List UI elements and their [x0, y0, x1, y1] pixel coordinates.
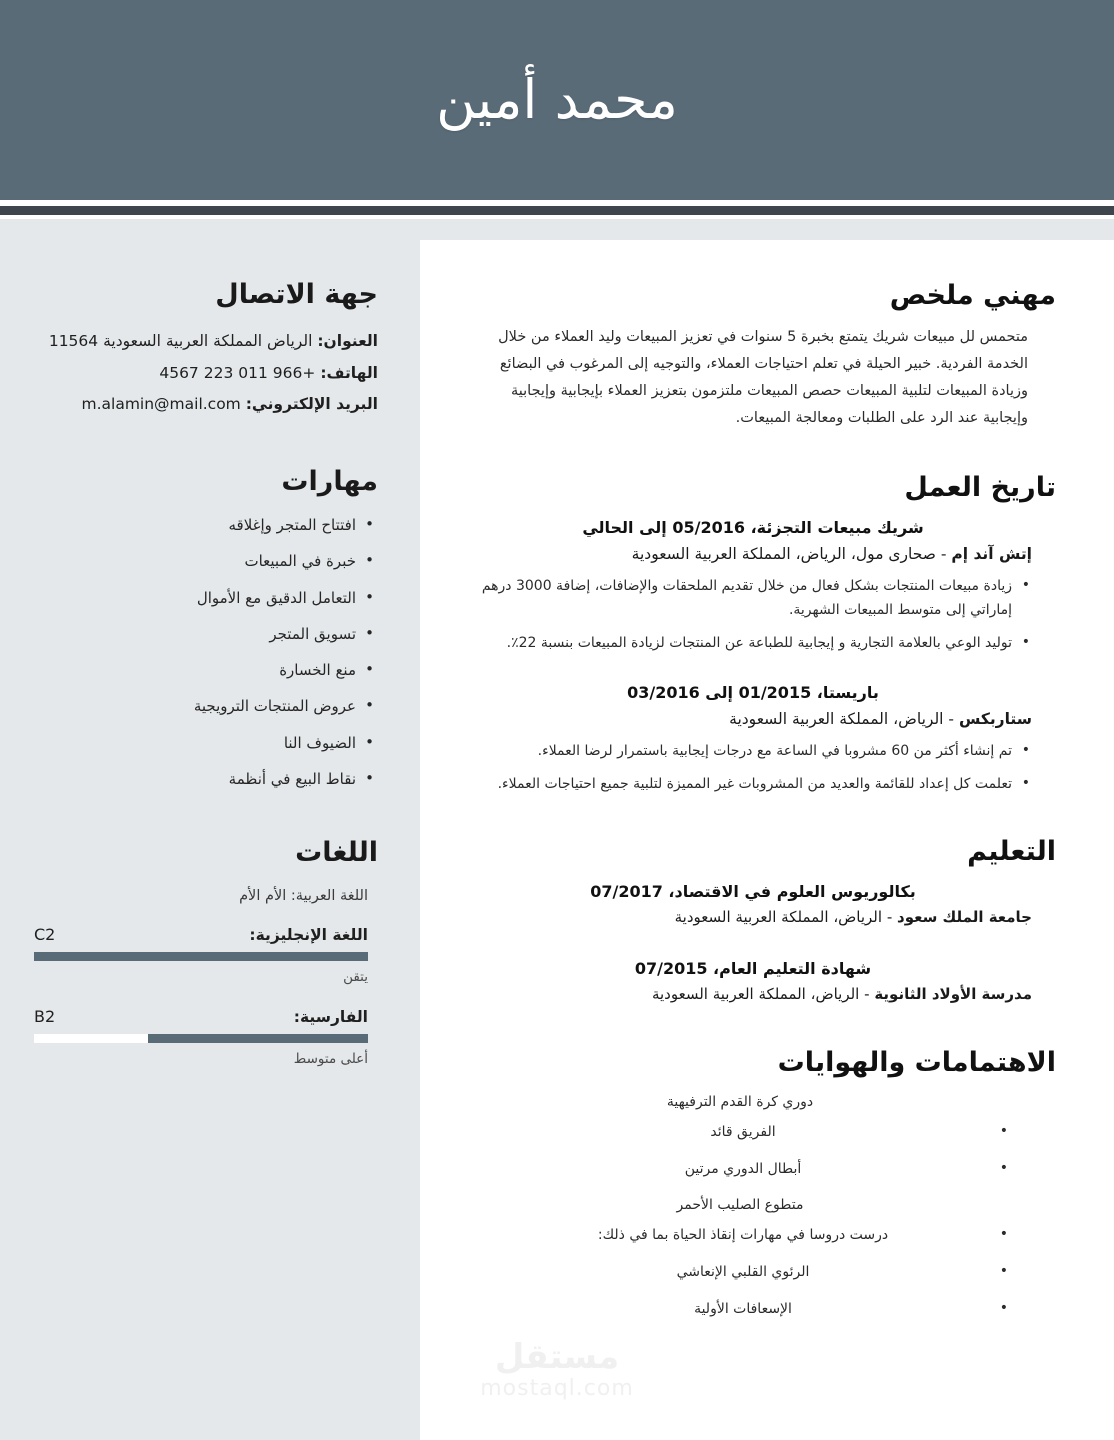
language-name: اللغة الإنجليزية: — [249, 925, 368, 944]
job-organization — [474, 542, 1032, 566]
list-item: • تعلمت كل إعداد للقائمة والعديد من المشروبات غير المميزة لتلبية جميع احتياجات العملاء. — [474, 772, 1032, 796]
contact-address-line — [34, 327, 378, 356]
job-title: شريك مبيعات التجزئة، 05/2016 إلى الحالي — [582, 518, 924, 538]
interests-group-football — [474, 1091, 1056, 1322]
language-progress-track — [34, 952, 368, 961]
education-entry — [474, 880, 1056, 929]
candidate-name: محمد أمين — [436, 68, 678, 132]
language-native: اللغة العربية: الأم الأم — [239, 888, 368, 905]
summary-text: متحمس لل مبيعات شريك يتمتع بخبرة 5 سنوات في تعزيز المبيعات وليد العملاء من خلال الخدمة الفردية. خبير الحيلة في تعلم احتياجات العملاء، والتوجيه إلى المرغوب في البضائع وزيادة المبيعات لتلبية المبيعات حصص المبيعات ملتزمون بتعزيز العملاء بإيجابية وإيجابية وإيجابية عند الرد على الطلبات ومعالجة المبيعات. — [498, 329, 1028, 426]
sidebar — [0, 219, 420, 1440]
experience-entry — [474, 516, 1056, 655]
contact-phone-label: الهاتف: — [320, 363, 378, 382]
language-entry-persian — [34, 1007, 378, 1069]
job-bullet-list — [474, 574, 1032, 655]
list-item: • زيادة مبيعات المنتجات بشكل فعال من خلال تقديم الملحقات والإضافات، إضافة 3000 درهم إماراتي إلى متوسط المبيعات الشهرية. — [474, 574, 1032, 622]
summary-section — [474, 280, 1056, 432]
education-section — [474, 836, 1056, 1006]
contact-heading: جهة الاتصال — [215, 279, 378, 310]
languages-section — [34, 837, 378, 1069]
language-progress-fill — [34, 952, 368, 961]
language-row — [34, 925, 368, 944]
education-institution — [474, 983, 1032, 1006]
education-institution — [474, 906, 1032, 929]
language-level-code: B2 — [34, 1006, 56, 1026]
job-location: - صحارى مول، الرياض، المملكة العربية السعودية — [631, 544, 947, 563]
skills-list — [34, 514, 378, 791]
experience-entry — [474, 681, 1056, 796]
contact-address-label: العنوان: — [317, 332, 378, 351]
skills-heading: مهارات — [281, 465, 378, 497]
experience-section — [474, 472, 1056, 796]
language-note: أعلى متوسط — [293, 1050, 368, 1067]
interests-heading: الاهتمامات والهوايات — [777, 1046, 1056, 1078]
languages-heading: اللغات — [295, 837, 378, 869]
resume-body — [0, 219, 1114, 1440]
list-item: • أبطال الدوري مرتين — [474, 1158, 1032, 1182]
list-item: • الضيوف النا — [34, 732, 378, 755]
summary-heading: مهني ملخص — [889, 280, 1056, 311]
interests-section — [474, 1047, 1056, 1322]
language-row — [34, 1007, 368, 1026]
list-item: • تسويق المتجر — [34, 623, 378, 646]
education-school-name: مدرسة الأولاد الثانوية — [874, 985, 1032, 1004]
education-entry — [474, 957, 1056, 1006]
skills-section — [34, 466, 378, 791]
contact-email-label: البريد الإلكتروني: — [245, 395, 378, 414]
job-company: إتش آند إم — [951, 544, 1032, 563]
education-heading: التعليم — [967, 836, 1056, 868]
list-item: • الرئوي القلبي الإنعاشي — [474, 1261, 1032, 1285]
list-item: • تم إنشاء أكثر من 60 مشروبا في الساعة مع درجات إيجابية باستمرار لرضا العملاء. — [474, 739, 1032, 763]
job-bullet-list — [474, 739, 1032, 796]
interests-list — [474, 1121, 1032, 1182]
list-item: • نقاط البيع في أنظمة — [34, 768, 378, 791]
contact-email-value[interactable]: m.alamin@mail.com — [81, 395, 241, 414]
contact-section — [34, 279, 378, 420]
job-organization — [474, 707, 1032, 731]
job-company: ستاربكس — [958, 709, 1032, 728]
language-progress-fill — [148, 1034, 368, 1043]
education-location: - الرياض، المملكة العربية السعودية — [674, 908, 893, 927]
list-item: • منع الخسارة — [34, 659, 378, 682]
list-item: • عروض المنتجات الترويجية — [34, 695, 378, 718]
list-item: • الإسعافات الأولية — [474, 1298, 1032, 1322]
experience-heading: تاريخ العمل — [904, 471, 1056, 503]
language-level-code: C2 — [34, 924, 56, 944]
list-item: • الفريق قائد — [474, 1121, 1032, 1145]
watermark-domain: mostaql.com — [480, 1376, 634, 1401]
language-note: يتقن — [343, 968, 368, 985]
interests-list — [474, 1224, 1032, 1321]
list-item: • التعامل الدقيق مع الأموال — [34, 587, 378, 610]
education-degree: شهادة التعليم العام، 07/2015 — [634, 959, 872, 979]
education-school-name: جامعة الملك سعود — [897, 908, 1032, 927]
interests-group-title: دوري كرة القدم الترفيهية — [666, 1093, 814, 1110]
contact-address-value: الرياض المملكة العربية السعودية 11564 — [48, 332, 313, 351]
language-name: الفارسية: — [293, 1007, 368, 1026]
language-progress-track — [34, 1034, 368, 1043]
list-item: • درست دروسا في مهارات إنقاذ الحياة بما في ذلك: — [474, 1224, 1032, 1248]
list-item: • افتتاح المتجر وإغلاقه — [34, 514, 378, 537]
job-title: باريستا، 01/2015 إلى 03/2016 — [627, 683, 879, 703]
resume-header — [0, 0, 1114, 200]
language-entry-english — [34, 925, 378, 987]
interests-group-title: متطوع الصليب الأحمر — [676, 1197, 804, 1214]
list-item: • خبرة في المبيعات — [34, 550, 378, 573]
education-degree: بكالوريوس العلوم في الاقتصاد، 07/2017 — [590, 882, 916, 902]
job-location: - الرياض، المملكة العربية السعودية — [729, 709, 954, 728]
contact-phone-value[interactable]: +966 011 223 4567 — [159, 363, 316, 382]
watermark-arabic-logo: مستقل — [494, 1337, 620, 1377]
header-divider-dark — [0, 206, 1114, 215]
contact-email-line — [34, 390, 378, 419]
contact-phone-line — [34, 359, 378, 388]
main-column — [420, 240, 1114, 1440]
education-location: - الرياض، المملكة العربية السعودية — [651, 985, 870, 1004]
list-item: • توليد الوعي بالعلامة التجارية و إيجابية للطباعة عن المنتجات لزيادة المبيعات بنسبة 22٪. — [474, 631, 1032, 655]
